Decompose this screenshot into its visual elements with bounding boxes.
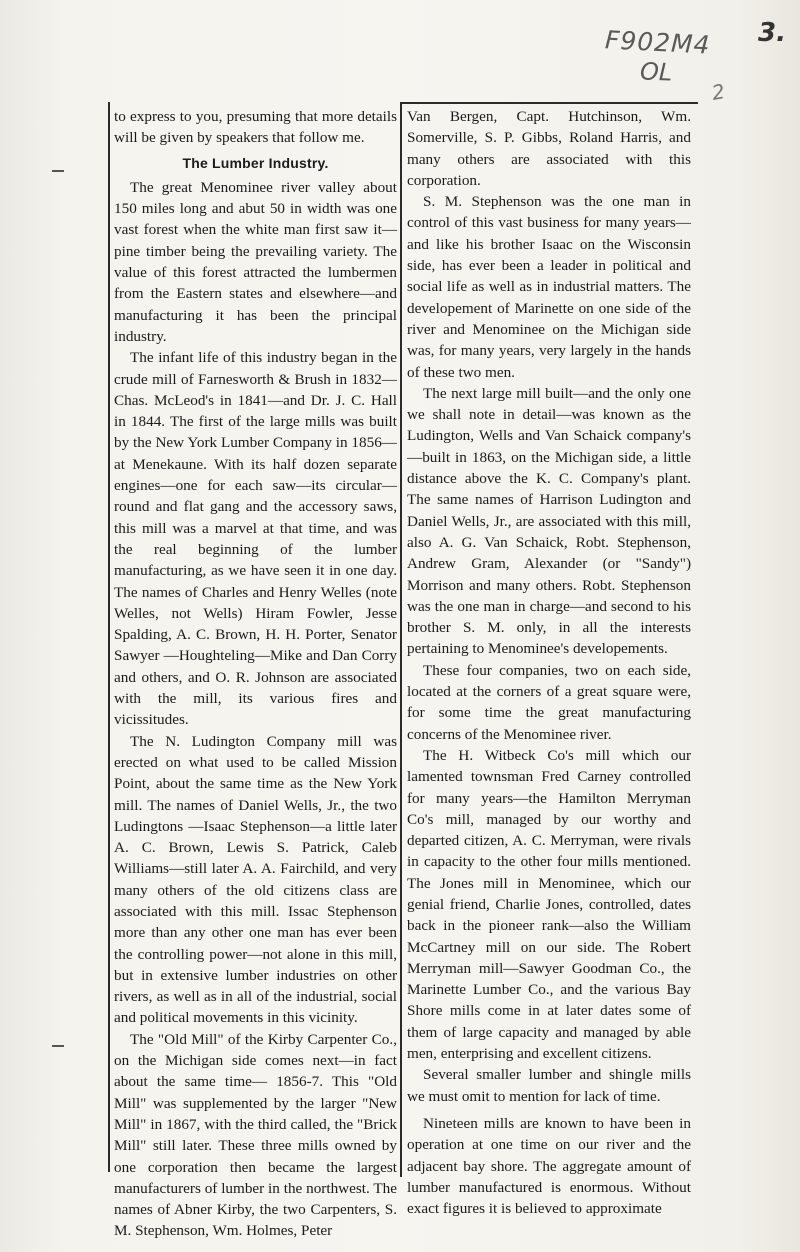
margin-tick <box>52 1045 64 1047</box>
paragraph: The N. Ludington Company mill was erected on what used to be called Mission Point, about the same time as the New York mill. The names of Daniel Wells, Jr., the two Ludingtons —Isaac Stephenson—a little later A. C. Brown, Lewis S. Patrick, Caleb Williams—still later A. A. Fairchild, and very many others of the old citizens class are associated with this mill. Issac Stephenson more than any other one man has ever been the controlling power—not alone in this mill, but in extensive lumber industries on other rivers, as well as in all of the industrial, social and political movements in this vicinity. <box>114 732 397 1027</box>
pencil-mark: 2 <box>710 79 727 105</box>
paragraph: These four companies, two on each side, located at the corners of a great square were, for some time the great manufacturing concerns of the Menominee river. <box>407 661 691 743</box>
margin-tick <box>52 170 64 172</box>
pencil-catalog-subcode: OL <box>639 57 673 87</box>
paragraph: The "Old Mill" of the Kirby Carpenter Co., on the Michigan side comes next—in fact about the same time— 1856-7. This "Old Mill" was supplemented by the larger "New Mill" in 1867, with the third called, the "Brick Mill" still later. These three mills owned by one corporation then became the largest manufacturers of lumber in the northwest. The names of Abner Kirby, the two Carpenters, S. M. Stephenson, Wm. Holmes, Peter <box>114 1030 397 1240</box>
left-column <box>114 106 397 1242</box>
section-heading: The Lumber Industry. <box>182 154 329 171</box>
newspaper-clipping <box>108 102 700 1240</box>
pencil-page-number: 3. <box>758 18 786 48</box>
right-column <box>407 106 691 1219</box>
paragraph: The next large mill built—and the only one we shall note in detail—was known as the Ludington, Wells and Van Schaick company's—built in 1863, on the Michigan side, a little distance above the K. C. Company's plant. The same names of Harrison Ludington and Daniel Wells, Jr., are associated with this mill, also A. G. Van Schaick, Robt. Stephenson, Andrew Gram, Alexander (or "Sandy") Morrison and many others. Robt. Stephenson was the one man in charge—and second to his brother S. M. only, in all the interests pertaining to Menominee's developements. <box>407 384 691 658</box>
paragraph: Van Bergen, Capt. Hutchinson, Wm. Somerville, S. P. Gibbs, Roland Harris, and many others are associated with this corporation. <box>407 108 691 189</box>
paragraph: Several smaller lumber and shingle mills we must omit to mention for lack of time. <box>407 1066 691 1105</box>
paragraph: S. M. Stephenson was the one man in control of this vast business for many years—and like his brother Isaac on the Wisconsin side, has ever been a leader in political and social life as well as in industrial matters. The developement of Marinette on one side of the river and Menominee on the Michigan side was, for many years, very largely in the hands of these two men. <box>407 193 691 381</box>
paragraph: to express to you, presuming that more details will be given by speakers that follow me. <box>114 108 397 147</box>
column-rule <box>400 102 402 1177</box>
paragraph: The infant life of this industry began in the crude mill of Farnesworth & Brush in 1832—Chas. McLeod's in 1841—and Dr. J. C. Hall in 1844. The first of the large mills was built by the New York Lumber Company in 1856—at Menekaune. With its half dozen separate engines—one for each saw—its circular—round and flat gang and the accessory saws, this mill was a marvel at that time, and was the real beginning of the lumber manufacturing, as we have seen it in one day. The names of Charles and Henry Welles (note Welles, not Wells) Hiram Fowler, Jesse Spalding, A. C. Brown, H. H. Porter, Senator Sawyer —Houghteling—Mike and Dan Corry and others, and O. R. Johnson are associated with the mill, its various fires and vicissitudes. <box>114 349 397 729</box>
paragraph: The H. Witbeck Co's mill which our lamented townsman Fred Carney controlled for many years—the Hamilton Merryman Co's mill, managed by our worthy and departed citizen, A. C. Merryman, were rivals in capacity to the other four mills mentioned. The Jones mill in Menominee, which our genial friend, Charlie Jones, controlled, dates back in the pioneer rank—also the William McCartney mill on our side. The Robert Merryman mill—Sawyer Goodman Co., the Marinette Lumber Co., and the various Bay Shore mills come in at later dates some of them of large capacity and managed by able men, enterprising and excellent citizens. <box>407 746 691 1063</box>
pencil-catalog-code: F902M4 <box>604 25 712 60</box>
paragraph: The great Menominee river valley about 150 miles long and abut 50 in width was one vast forest when the white man first saw it—pine timber being the prevailing variety. The value of this forest attracted the lumbermen from the Eastern states and elsewhere—and manufacturing it has been the principal industry. <box>114 178 397 345</box>
paragraph: Nineteen mills are known to have been in operation at one time on our river and the adjacent bay shore. The aggregate amount of lumber manufactured is enormous. Without exact figures it is believed to approximate <box>407 1114 691 1218</box>
top-rule <box>400 102 698 104</box>
